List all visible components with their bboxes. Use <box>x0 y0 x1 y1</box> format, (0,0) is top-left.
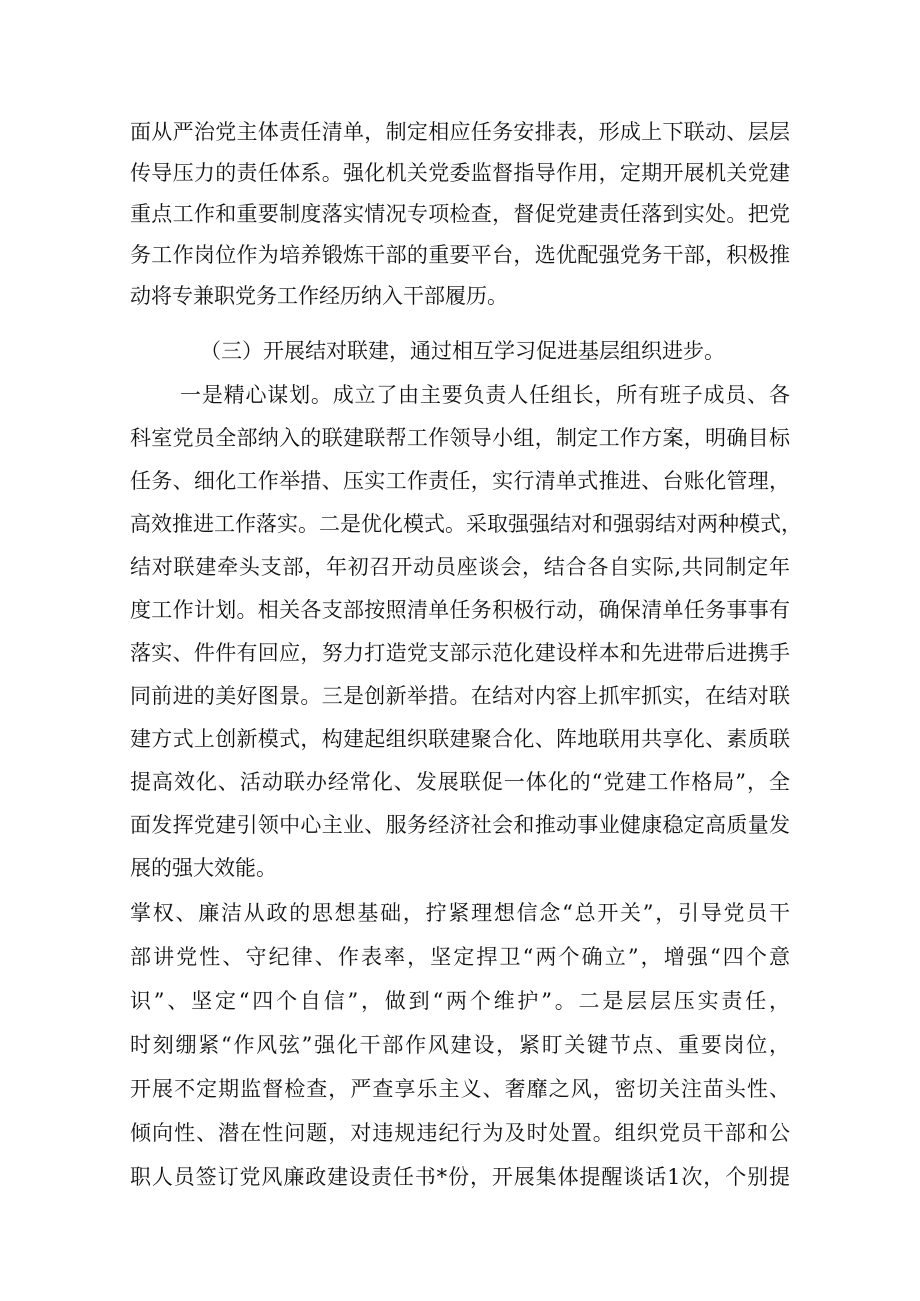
body-text-line: 同前进的美好图景。三是创新举措。在结对内容上抓牢抓实，在结对联 <box>130 684 790 708</box>
body-text-line: 提高效化、活动联办经常化、发展联促一体化的“党建工作格局”，全 <box>130 770 790 794</box>
body-text-line: 结对联建牵头支部，年初召开动员座谈会，结合各自实际,共同制定年 <box>130 555 790 579</box>
body-text-line: 科室党员全部纳入的联建联帮工作领导小组，制定工作方案，明确目标 <box>130 426 790 450</box>
body-text-line: 识”、坚定“四个自信”，做到“两个维护”。二是层层压实责任， <box>130 989 790 1013</box>
body-text-line: 动将专兼职党务工作经历纳入干部履历。 <box>130 284 508 308</box>
body-text-line: 务工作岗位作为培养锻炼干部的重要平台，选优配强党务干部，积极推 <box>130 243 790 267</box>
body-text-line: 传导压力的责任体系。强化机关党委监督指导作用，定期开展机关党建 <box>130 161 790 185</box>
body-text-line: 建方式上创新模式，构建起组织联建聚合化、阵地联用共享化、素质联 <box>130 727 790 751</box>
body-text-line: 重点工作和重要制度落实情况专项检查，督促党建责任落到实处。把党 <box>130 202 790 226</box>
body-text-line: 掌权、廉洁从政的思想基础，拧紧理想信念“总开关”，引导党员干 <box>130 901 790 925</box>
body-text-line: 展的强大效能。 <box>130 856 277 880</box>
body-text-line: 部讲党性、守纪律、作表率，坚定捍卫“两个确立”，增强“四个意 <box>130 945 790 969</box>
body-text-line: 一是精心谋划。成立了由主要负责人任组长，所有班子成员、各 <box>180 383 790 407</box>
body-text-line: 开展不定期监督检查，严查享乐主义、奢靡之风，密切关注苗头性、 <box>130 1077 790 1101</box>
body-text-line: 落实、件件有回应，努力打造党支部示范化建设样本和先进带后进携手 <box>130 641 790 665</box>
body-text-line: 面从严治党主体责任清单，制定相应任务安排表，形成上下联动、层层 <box>130 120 790 144</box>
body-text-line: 倾向性、潜在性问题，对违规违纪行为及时处置。组织党员干部和公 <box>130 1121 790 1145</box>
body-text-line: 面发挥党建引领中心主业、服务经济社会和推动事业健康稳定高质量发 <box>130 813 790 837</box>
body-text-line: 职人员签订党风廉政建设责任书*份，开展集体提醒谈话1次，个别提 <box>130 1165 790 1189</box>
body-text-line: 高效推进工作落实。二是优化模式。采取强强结对和强弱结对两种模式， <box>130 512 802 536</box>
section-heading: （三）开展结对联建，通过相互学习促进基层组织进步。 <box>200 339 725 363</box>
body-text-line: 任务、细化工作举措、压实工作责任，实行清单式推进、台账化管理， <box>130 469 790 493</box>
body-text-line: 时刻绷紧“作风弦”强化干部作风建设，紧盯关键节点、重要岗位， <box>130 1033 790 1057</box>
body-text-line: 度工作计划。相关各支部按照清单任务积极行动，确保清单任务事事有 <box>130 598 790 622</box>
